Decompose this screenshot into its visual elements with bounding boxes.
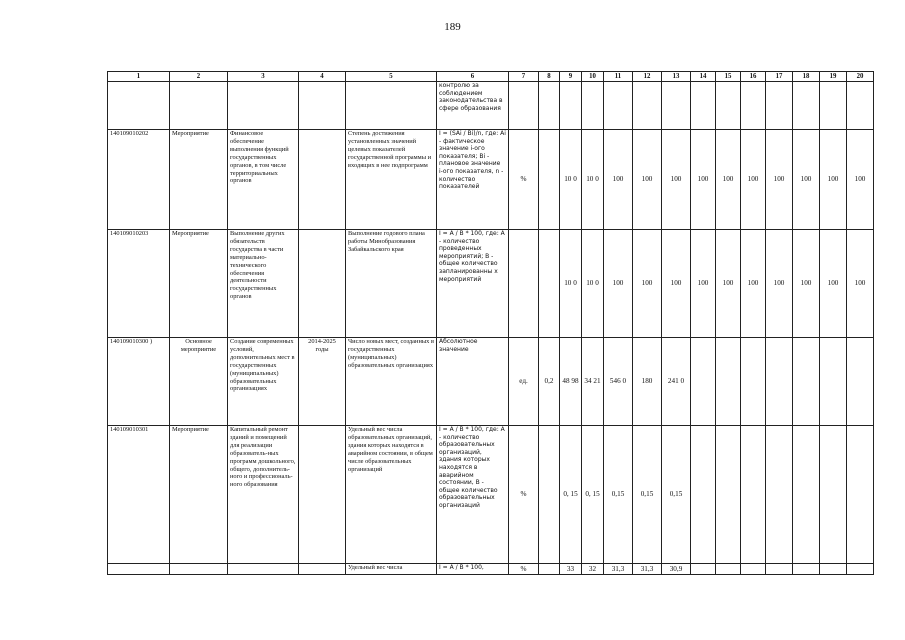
value-cell <box>847 82 874 130</box>
value-cell <box>662 82 691 130</box>
value-cell <box>766 338 793 426</box>
code-cell: 140109010301 <box>108 426 170 564</box>
value-cell: 546 0 <box>604 338 633 426</box>
header-cell: 11 <box>604 72 633 82</box>
value-cell: 100 <box>604 130 633 230</box>
value-cell <box>716 82 741 130</box>
type-cell: Мероприятие <box>170 426 228 564</box>
header-cell: 16 <box>741 72 766 82</box>
value-cell <box>847 338 874 426</box>
code-cell <box>108 82 170 130</box>
value-cell: 32 <box>582 564 604 575</box>
value-cell <box>509 230 539 338</box>
formula-cell: I = A / B * 100, где: A - количество образовательных организаций, здания которых находятся в аварийном состоянии, B - общее количество образовательных организаций <box>437 426 509 564</box>
value-cell: 100 <box>633 130 662 230</box>
value-cell: 0,2 <box>539 338 560 426</box>
value-cell <box>847 564 874 575</box>
value-cell <box>509 82 539 130</box>
value-cell: 100 <box>766 230 793 338</box>
value-cell <box>539 230 560 338</box>
value-cell <box>539 82 560 130</box>
name-cell: Финансовое обеспечение выполнения функций государственных органов, в том числе территориальных органов <box>228 130 299 230</box>
value-cell <box>793 564 820 575</box>
indicator-cell: Удельный вес числа <box>346 564 437 575</box>
value-cell: 0, 15 <box>560 426 582 564</box>
header-cell: 10 <box>582 72 604 82</box>
value-cell <box>793 82 820 130</box>
value-cell: 100 <box>820 130 847 230</box>
type-cell <box>170 564 228 575</box>
period-cell <box>299 82 346 130</box>
value-cell <box>766 426 793 564</box>
value-cell <box>539 564 560 575</box>
header-cell: 8 <box>539 72 560 82</box>
indicator-cell: Степень достижения установленных значений целевых показателей государственной программы и входящих в нее подпрограмм <box>346 130 437 230</box>
table-row <box>108 82 874 130</box>
value-cell: 100 <box>847 130 874 230</box>
value-cell: 100 <box>716 130 741 230</box>
value-cell <box>741 564 766 575</box>
table-row <box>108 426 874 564</box>
header-cell: 6 <box>437 72 509 82</box>
value-cell <box>633 82 662 130</box>
value-cell: 10 0 <box>560 130 582 230</box>
value-cell: 180 <box>633 338 662 426</box>
value-cell: 100 <box>662 230 691 338</box>
value-cell: ед. <box>509 338 539 426</box>
value-cell <box>691 338 716 426</box>
name-cell: Выполнение других обязательств государства в части материально-технического обеспечения деятельности государственных органов <box>228 230 299 338</box>
value-cell <box>560 82 582 130</box>
name-cell: Капитальный ремонт зданий и помещений для реализации образователь-ных программ дошкольного, общего, дополнитель-ного и профессиональ-ного образования <box>228 426 299 564</box>
value-cell: 0,15 <box>662 426 691 564</box>
header-cell: 3 <box>228 72 299 82</box>
value-cell <box>539 130 560 230</box>
value-cell: 100 <box>716 230 741 338</box>
value-cell: 241 0 <box>662 338 691 426</box>
formula-cell: Абсолютное значение <box>437 338 509 426</box>
header-cell: 19 <box>820 72 847 82</box>
value-cell <box>539 426 560 564</box>
period-cell <box>299 564 346 575</box>
value-cell <box>741 82 766 130</box>
formula-cell: контролю за соблюдением законодательства в сфере образования <box>437 82 509 130</box>
value-cell <box>820 338 847 426</box>
value-cell: 100 <box>741 130 766 230</box>
header-cell: 14 <box>691 72 716 82</box>
value-cell: 0,15 <box>604 426 633 564</box>
header-cell: 20 <box>847 72 874 82</box>
header-cell: 1 <box>108 72 170 82</box>
value-cell: 31,3 <box>633 564 662 575</box>
header-cell: 17 <box>766 72 793 82</box>
value-cell <box>716 338 741 426</box>
code-cell: 140109010202 <box>108 130 170 230</box>
value-cell: 100 <box>691 230 716 338</box>
indicator-cell <box>346 82 437 130</box>
name-cell: Создание современных условий, дополнительных мест в государственных (муниципальных) образовательных организациях <box>228 338 299 426</box>
value-cell <box>716 564 741 575</box>
type-cell: Основное мероприятие <box>170 338 228 426</box>
value-cell: 100 <box>604 230 633 338</box>
header-cell: 9 <box>560 72 582 82</box>
value-cell: 100 <box>766 130 793 230</box>
header-cell: 7 <box>509 72 539 82</box>
type-cell <box>170 82 228 130</box>
value-cell: 34 21 <box>582 338 604 426</box>
code-cell: 140109010203 <box>108 230 170 338</box>
header-cell: 12 <box>633 72 662 82</box>
value-cell: % <box>509 130 539 230</box>
table-row <box>108 338 874 426</box>
value-cell <box>766 82 793 130</box>
name-cell <box>228 564 299 575</box>
value-cell: % <box>509 564 539 575</box>
value-cell <box>793 426 820 564</box>
value-cell <box>741 338 766 426</box>
value-cell: 10 0 <box>582 230 604 338</box>
value-cell: 0, 15 <box>582 426 604 564</box>
value-cell <box>820 82 847 130</box>
header-cell: 5 <box>346 72 437 82</box>
period-cell <box>299 426 346 564</box>
value-cell: 100 <box>793 130 820 230</box>
table-row <box>108 230 874 338</box>
value-cell: 100 <box>662 130 691 230</box>
value-cell <box>766 564 793 575</box>
header-cell: 15 <box>716 72 741 82</box>
value-cell: 100 <box>847 230 874 338</box>
value-cell: 100 <box>793 230 820 338</box>
value-cell: 100 <box>741 230 766 338</box>
indicator-cell: Выполнение годового плана работы Минобразования Забайкальского края <box>346 230 437 338</box>
value-cell <box>847 426 874 564</box>
value-cell <box>820 564 847 575</box>
indicator-cell: Число новых мест, созданных в государственных (муниципальных) образовательных организациях <box>346 338 437 426</box>
period-cell <box>299 230 346 338</box>
value-cell: 100 <box>820 230 847 338</box>
value-cell <box>716 426 741 564</box>
value-cell: % <box>509 426 539 564</box>
table-row <box>108 130 874 230</box>
value-cell: 100 <box>633 230 662 338</box>
value-cell <box>691 426 716 564</box>
value-cell <box>691 82 716 130</box>
code-cell <box>108 564 170 575</box>
page-number: 189 <box>444 21 461 33</box>
formula-cell: I = (SAi / Bi)/n, где: Ai - фактическое значение i-ого показателя; Bi - плановое значение i-ого показателя, n - количество показателей <box>437 130 509 230</box>
value-cell <box>741 426 766 564</box>
value-cell: 0,15 <box>633 426 662 564</box>
code-cell: 140109010300 ) <box>108 338 170 426</box>
type-cell: Мероприятие <box>170 230 228 338</box>
header-cell: 18 <box>793 72 820 82</box>
value-cell <box>820 426 847 564</box>
indicators-table <box>107 71 874 575</box>
table-row <box>108 564 874 575</box>
name-cell <box>228 82 299 130</box>
formula-cell: I = A / B * 100, где: A - количество проведенных мероприятий; B - общее количество запланированны х мероприятий <box>437 230 509 338</box>
value-cell <box>691 564 716 575</box>
header-cell: 4 <box>299 72 346 82</box>
period-cell <box>299 130 346 230</box>
header-row <box>108 72 874 82</box>
value-cell <box>793 338 820 426</box>
value-cell: 48 98 <box>560 338 582 426</box>
value-cell: 31,3 <box>604 564 633 575</box>
value-cell: 10 0 <box>582 130 604 230</box>
value-cell: 100 <box>691 130 716 230</box>
period-cell: 2014-2025 годы <box>299 338 346 426</box>
value-cell <box>604 82 633 130</box>
header-cell: 13 <box>662 72 691 82</box>
value-cell: 30,9 <box>662 564 691 575</box>
type-cell: Мероприятие <box>170 130 228 230</box>
header-cell: 2 <box>170 72 228 82</box>
value-cell <box>582 82 604 130</box>
formula-cell: I = A / B * 100, <box>437 564 509 575</box>
value-cell: 10 0 <box>560 230 582 338</box>
value-cell: 33 <box>560 564 582 575</box>
indicator-cell: Удельный вес числа образовательных организаций, здания которых находятся в аварийном состоянии, в общем числе образовательных организаций <box>346 426 437 564</box>
